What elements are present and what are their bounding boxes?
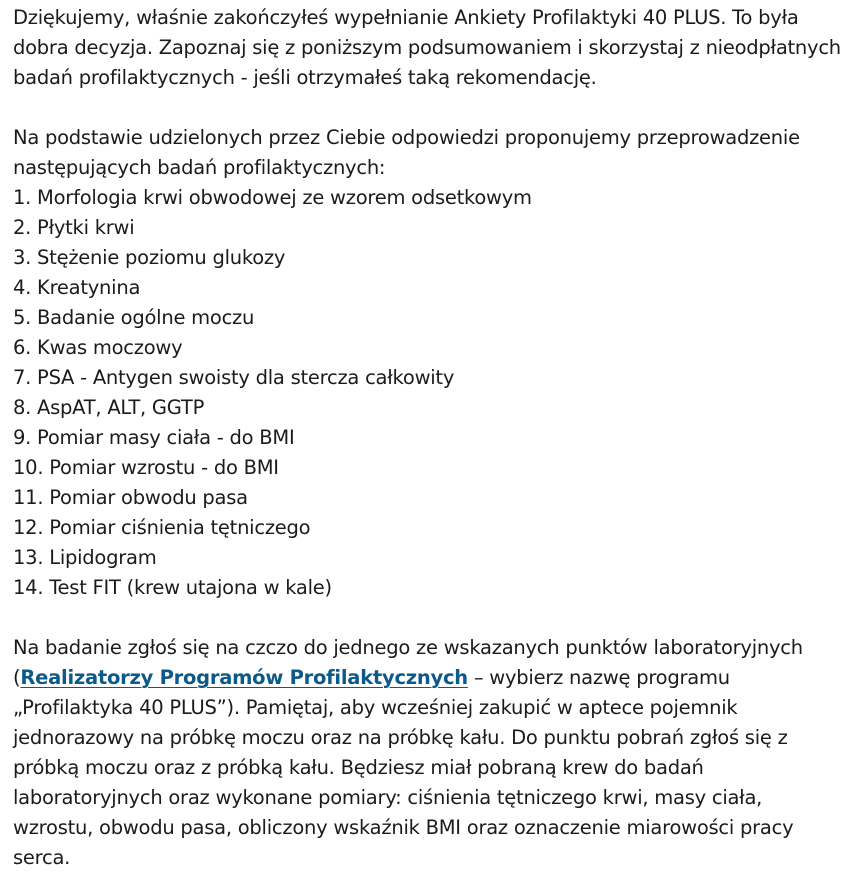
providers-link[interactable]: Realizatorzy Programów Profilaktycznych <box>20 666 468 689</box>
list-item: 4. Kreatynina <box>13 276 141 299</box>
list-item: 6. Kwas moczowy <box>13 336 183 359</box>
instructions-paragraph <box>13 633 843 873</box>
list-item: 12. Pomiar ciśnienia tętniczego <box>13 516 311 539</box>
list-item: 3. Stężenie poziomu glukozy <box>13 246 286 269</box>
list-item: 5. Badanie ogólne moczu <box>13 306 255 329</box>
instructions-text-before-link: Na badanie zgłoś się na czczo do jednego ze wskazanych punktów laboratoryjnych ( <box>13 636 803 689</box>
list-item: 9. Pomiar masy ciała - do BMI <box>13 426 295 449</box>
list-item: 2. Płytki krwi <box>13 216 135 239</box>
list-item: 10. Pomiar wzrostu - do BMI <box>13 456 279 479</box>
intro-paragraph: Dziękujemy, właśnie zakończyłeś wypełnianie Ankiety Profilaktyki 40 PLUS. To była dobra decyzja. Zapoznaj się z poniższym podsumowaniem i skorzystaj z nieodpłatnych badań profilaktycznych - jeśli otrzymałeś taką rekomendację. <box>13 6 841 89</box>
list-item: 1. Morfologia krwi obwodowej ze wzorem odsetkowym <box>13 186 532 209</box>
recommended-tests-list <box>13 183 843 603</box>
recommendation-lead: Na podstawie udzielonych przez Ciebie odpowiedzi proponujemy przeprowadzenie następujących badań profilaktycznych: <box>13 126 800 179</box>
paragraph-spacer <box>13 603 843 633</box>
list-item: 14. Test FIT (krew utajona w kale) <box>13 576 332 599</box>
list-item: 11. Pomiar obwodu pasa <box>13 486 248 509</box>
list-item: 13. Lipidogram <box>13 546 157 569</box>
instructions-text-after-link: – wybierz nazwę programu „Profilaktyka 40 PLUS”). Pamiętaj, aby wcześniej zakupić w aptece pojemnik jednorazowy na próbkę moczu oraz na próbkę kału. Do punktu pobrań zgłoś się z próbką moczu oraz z próbką kału. Będziesz miał pobraną krew do badań laboratoryjnych oraz wykonane pomiary: ciśnienia tętniczego krwi, masy ciała, wzrostu, obwodu pasa, obliczony wskaźnik BMI oraz oznaczenie miarowości pracy serca. <box>13 666 794 869</box>
survey-summary <box>13 3 843 873</box>
list-item: 8. AspAT, ALT, GGTP <box>13 396 205 419</box>
paragraph-spacer <box>13 93 843 123</box>
list-item: 7. PSA - Antygen swoisty dla stercza całkowity <box>13 366 455 389</box>
